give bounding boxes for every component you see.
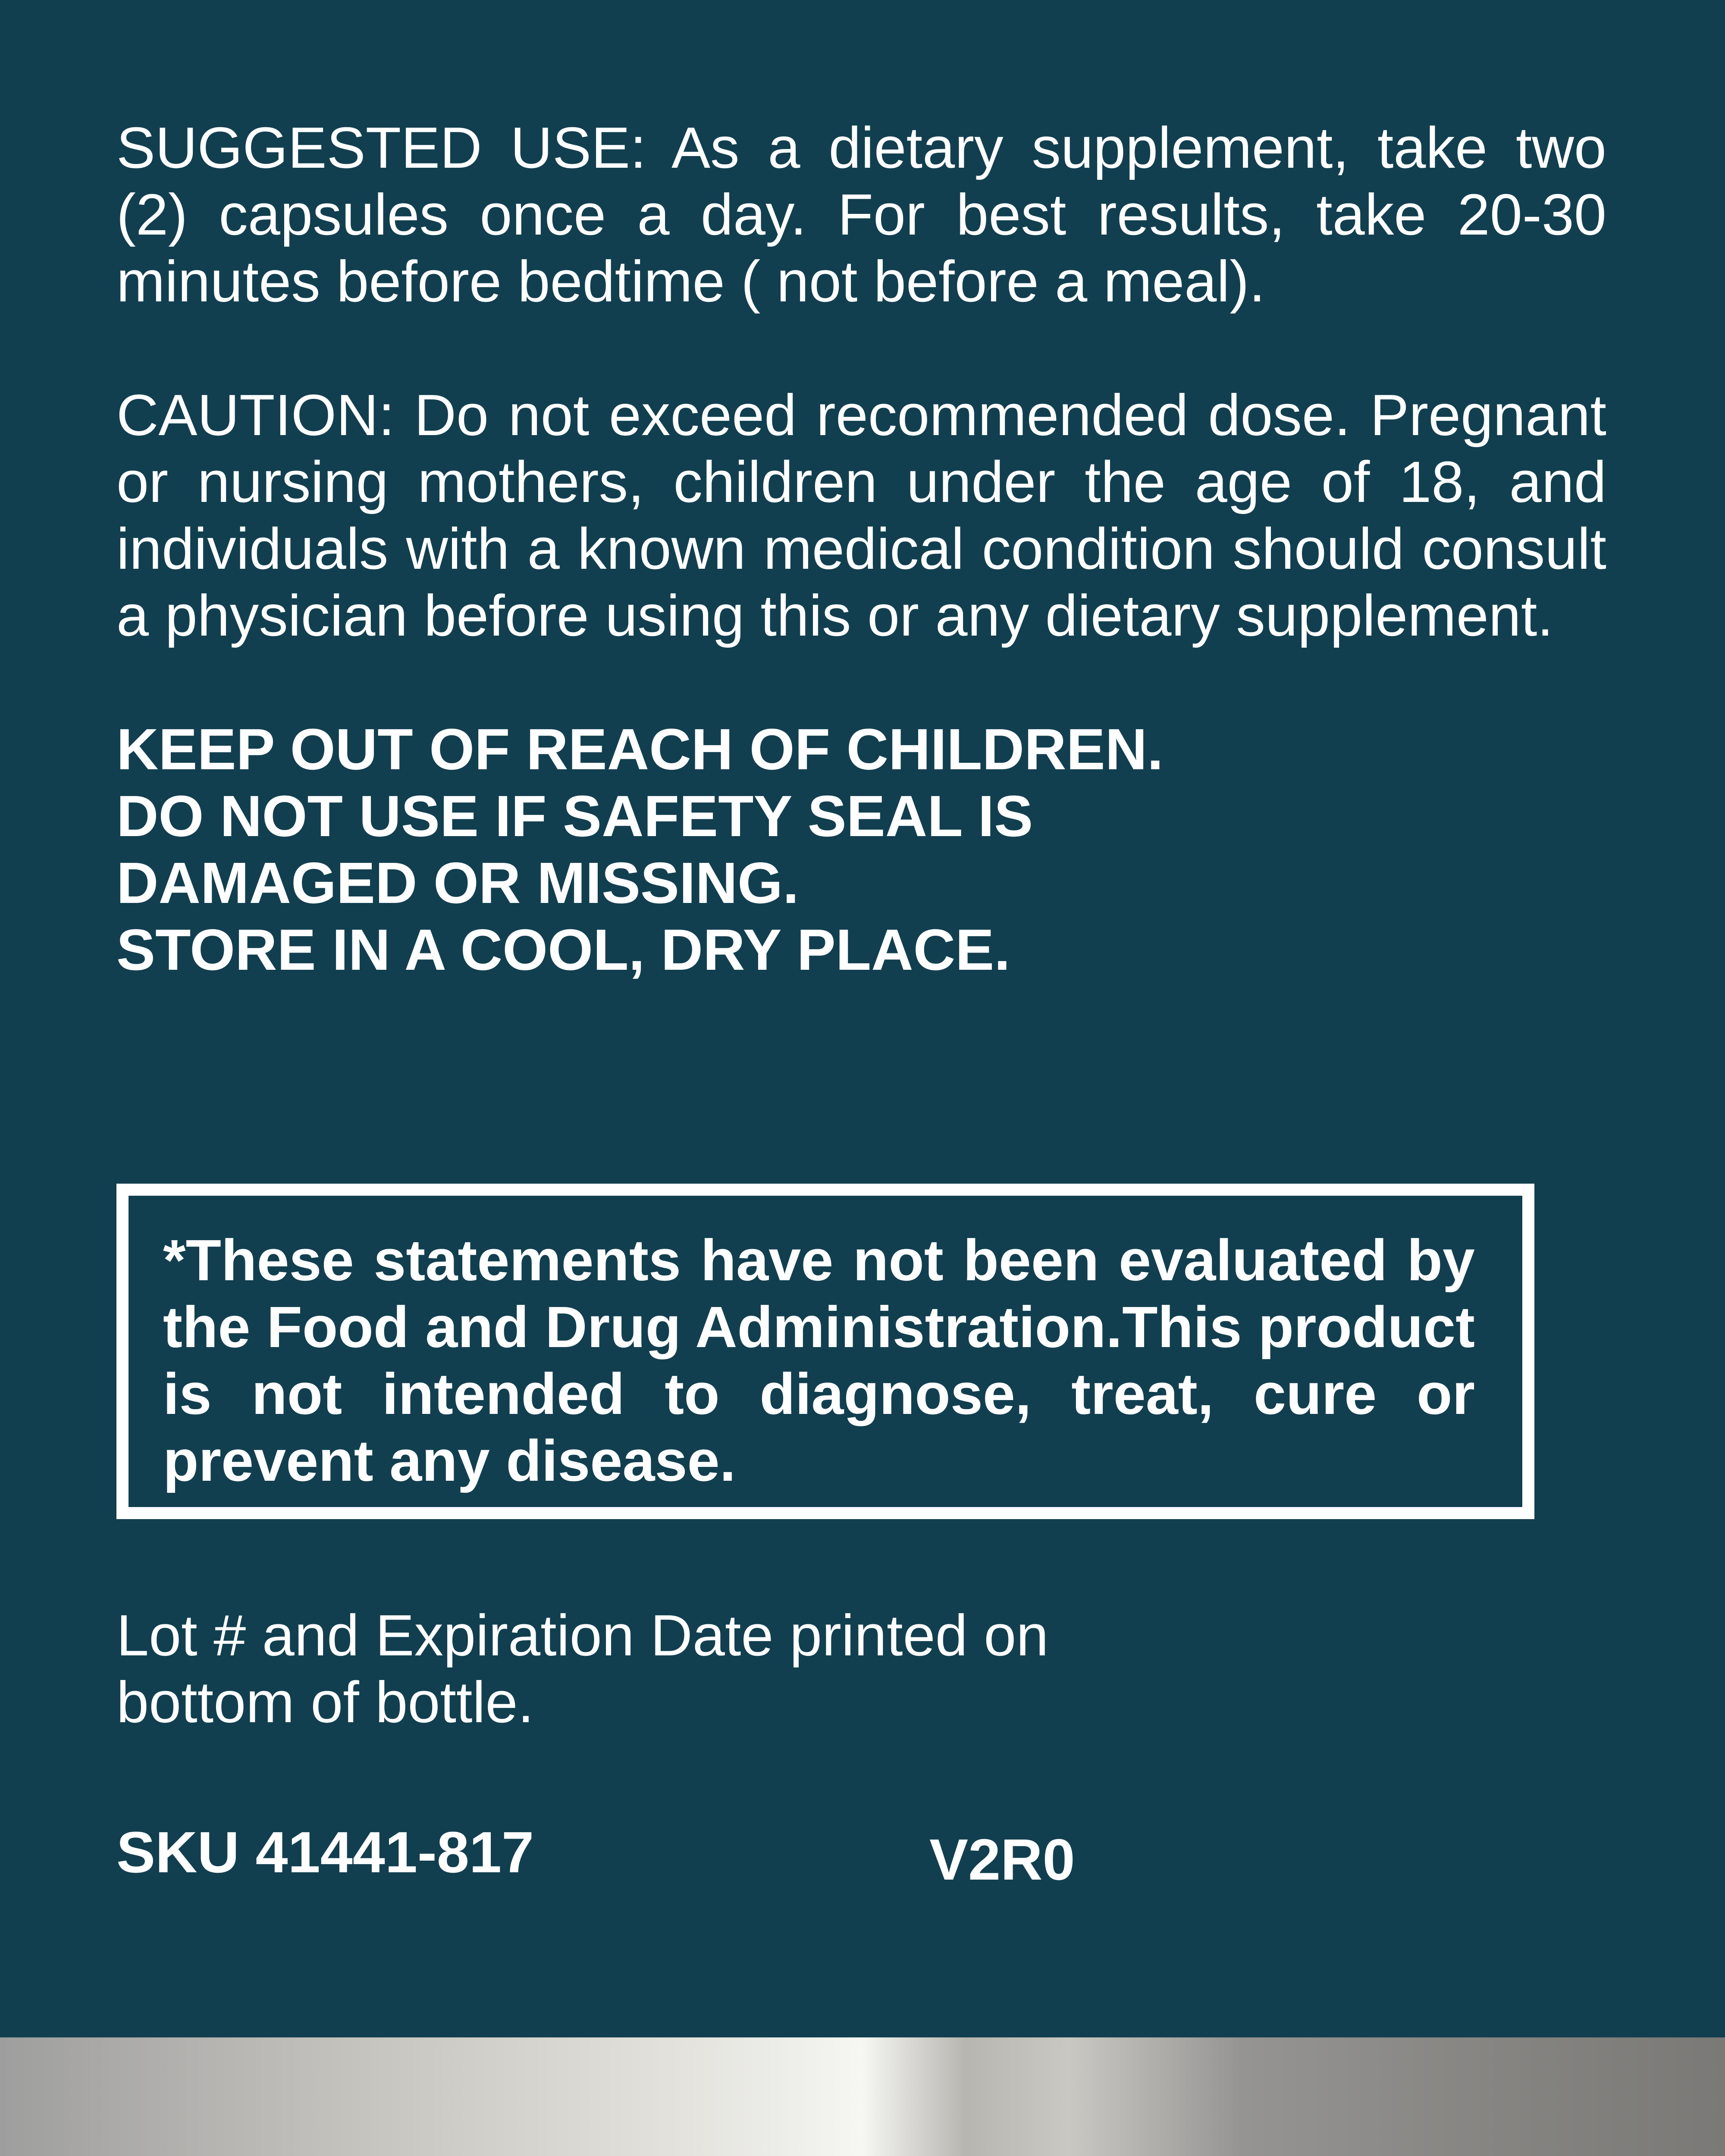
metallic-foil-band xyxy=(0,2037,1725,2156)
fda-disclaimer-box xyxy=(116,1184,1534,1519)
warning-line: DO NOT USE IF SAFETY SEAL IS xyxy=(116,783,1033,849)
sku-number: SKU 41441-817 xyxy=(116,1820,534,1885)
lot-expiration-note: Lot # and Expiration Date printed on bottom of bottle. xyxy=(116,1603,1049,1735)
warning-line: DAMAGED OR MISSING. xyxy=(116,850,799,915)
suggested-use-text: SUGGESTED USE: As a dietary supplement, take two (2) capsules once a day. For best results, take 20-30 minutes before bedtime ( not before a meal). xyxy=(116,115,1606,314)
warning-line: STORE IN A COOL, DRY PLACE. xyxy=(116,917,1010,982)
warning-line: KEEP OUT OF REACH OF CHILDREN. xyxy=(116,717,1164,782)
fda-disclaimer-text: *These statements have not been evaluated by the Food and Drug Administration.This product is not intended to diagnose, treat, cure or prevent any disease. xyxy=(163,1228,1475,1493)
caution-text: CAUTION: Do not exceed recommended dose. Pregnant or nursing mothers, children under the age of 18, and individuals with a known medical condition should consult a physician before using this or any dietary supplement. xyxy=(116,382,1606,648)
warnings-block xyxy=(116,716,1606,983)
version-code: V2R0 xyxy=(929,1827,1075,1892)
label-text-block xyxy=(116,114,1606,983)
